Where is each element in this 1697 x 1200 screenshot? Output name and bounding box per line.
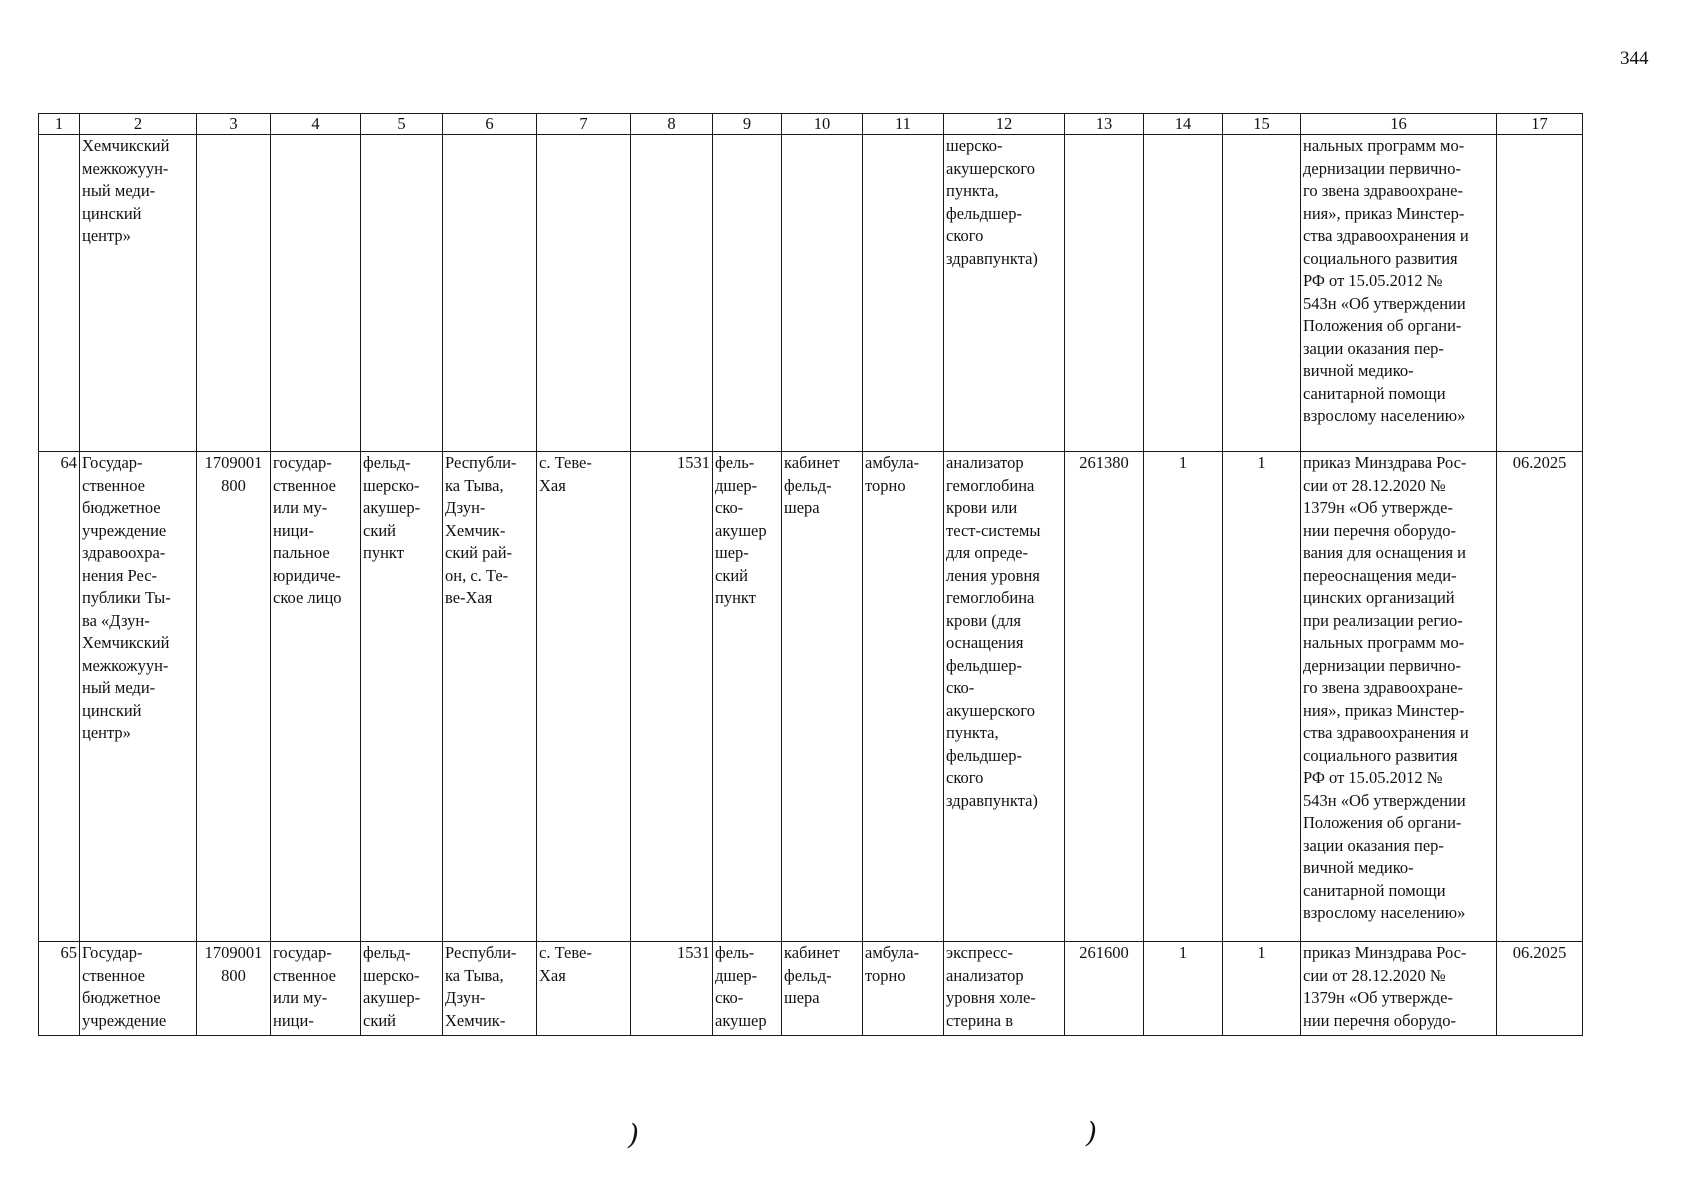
date-cell: 06.2025 (1497, 942, 1583, 1036)
subdivision-cell: фель- дшер- ско- акушер (713, 942, 782, 1036)
footer-mark: ) (628, 1118, 639, 1151)
institution-cell: Хемчикский межкожуун- ный меди- цинский центр» (80, 135, 197, 452)
column-header: 17 (1497, 114, 1583, 135)
subdivision-cell (713, 135, 782, 452)
settlement-cell: с. Теве- Хая (537, 942, 631, 1036)
unit-type-cell (361, 135, 443, 452)
care-condition-cell: амбула- торно (863, 452, 944, 942)
regulation-cell: нальных программ мо- дернизации первично- го звена здравоохране- ния», приказ Минстер- ства здравоохранения и социального развития РФ от 15.05.2012 № 543н «Об утверждении Положения об органи- зации оказания пер- вичной медико- санитарной помощи взрослому населению» (1301, 135, 1497, 452)
column-header: 15 (1223, 114, 1301, 135)
settlement-cell (537, 135, 631, 452)
date-cell (1497, 135, 1583, 452)
room-cell: кабинет фельд- шера (782, 942, 863, 1036)
quantity-cell: 1 (1223, 452, 1301, 942)
legal-form-cell: государ- ственное или му- ници- пальное юридиче- ское лицо (271, 452, 361, 942)
room-cell (782, 135, 863, 452)
column-header: 11 (863, 114, 944, 135)
institution-cell: Государ- ственное бюджетное учреждение здравоохра- нения Рес- публики Ты- ва «Дзун- Хемчикский межкожуун- ный меди- цинский центр» (80, 452, 197, 942)
unit-type-cell: фельд- шерско- акушер- ский (361, 942, 443, 1036)
care-condition-cell (863, 135, 944, 452)
address-cell (443, 135, 537, 452)
population-cell: 1531 (631, 452, 713, 942)
row-number-cell: 65 (39, 942, 80, 1036)
quantity-cell (1223, 135, 1301, 452)
quantity-cell: 1 (1144, 452, 1223, 942)
equipment-code-cell: 261600 (1065, 942, 1144, 1036)
legal-form-cell (271, 135, 361, 452)
quantity-cell: 1 (1144, 942, 1223, 1036)
column-header: 7 (537, 114, 631, 135)
column-header: 8 (631, 114, 713, 135)
settlement-cell: с. Теве- Хая (537, 452, 631, 942)
care-condition-cell: амбула- торно (863, 942, 944, 1036)
column-header: 10 (782, 114, 863, 135)
population-cell: 1531 (631, 942, 713, 1036)
address-cell: Республи- ка Тыва, Дзун- Хемчик- (443, 942, 537, 1036)
column-header: 1 (39, 114, 80, 135)
address-cell: Республи- ка Тыва, Дзун- Хемчик- ский рай- он, с. Те- ве-Хая (443, 452, 537, 942)
column-header: 16 (1301, 114, 1497, 135)
column-header: 13 (1065, 114, 1144, 135)
equipment-code-cell: 261380 (1065, 452, 1144, 942)
column-header: 4 (271, 114, 361, 135)
code-cell (197, 135, 271, 452)
subdivision-cell: фель- дшер- ско- акушер шер- ский пункт (713, 452, 782, 942)
page-number: 344 (1620, 48, 1649, 69)
column-header: 5 (361, 114, 443, 135)
row-number-cell (39, 135, 80, 452)
equipment-cell: шерско- акушерского пункта, фельдшер- ского здравпункта) (944, 135, 1065, 452)
column-header: 14 (1144, 114, 1223, 135)
population-cell (631, 135, 713, 452)
column-header: 2 (80, 114, 197, 135)
row-number-cell: 64 (39, 452, 80, 942)
column-header: 6 (443, 114, 537, 135)
table-row (39, 135, 1583, 452)
quantity-cell (1144, 135, 1223, 452)
room-cell: кабинет фельд- шера (782, 452, 863, 942)
institution-cell: Государ- ственное бюджетное учреждение (80, 942, 197, 1036)
code-cell: 1709001 800 (197, 452, 271, 942)
equipment-table (38, 113, 1583, 1036)
equipment-cell: экспресс- анализатор уровня холе- стерина в (944, 942, 1065, 1036)
column-header: 12 (944, 114, 1065, 135)
regulation-cell: приказ Минздрава Рос- сии от 28.12.2020 № 1379н «Об утвержде- нии перечня оборудо- (1301, 942, 1497, 1036)
table-row (39, 942, 1583, 1036)
equipment-code-cell (1065, 135, 1144, 452)
table-row (39, 452, 1583, 942)
unit-type-cell: фельд- шерско- акушер- ский пункт (361, 452, 443, 942)
column-number-row (39, 114, 1583, 135)
column-header: 3 (197, 114, 271, 135)
legal-form-cell: государ- ственное или му- ници- (271, 942, 361, 1036)
quantity-cell: 1 (1223, 942, 1301, 1036)
column-header: 9 (713, 114, 782, 135)
footer-mark: ) (1086, 1116, 1097, 1149)
date-cell: 06.2025 (1497, 452, 1583, 942)
regulation-cell: приказ Минздрава Рос- сии от 28.12.2020 № 1379н «Об утвержде- нии перечня оборудо- вания для оснащения и переоснащения меди- цинских организаций при реализации регио- нальных программ мо- дернизации первично- го звена здравоохране- ния», приказ Минстер- ства здравоохранения и социального развития РФ от 15.05.2012 № 543н «Об утверждении Положения об органи- зации оказания пер- вичной медико- санитарной помощи взрослому населению» (1301, 452, 1497, 942)
code-cell: 1709001 800 (197, 942, 271, 1036)
equipment-cell: анализатор гемоглобина крови или тест-системы для опреде- ления уровня гемоглобина крови (для оснащения фельдшер- ско- акушерского пункта, фельдшер- ского здравпункта) (944, 452, 1065, 942)
